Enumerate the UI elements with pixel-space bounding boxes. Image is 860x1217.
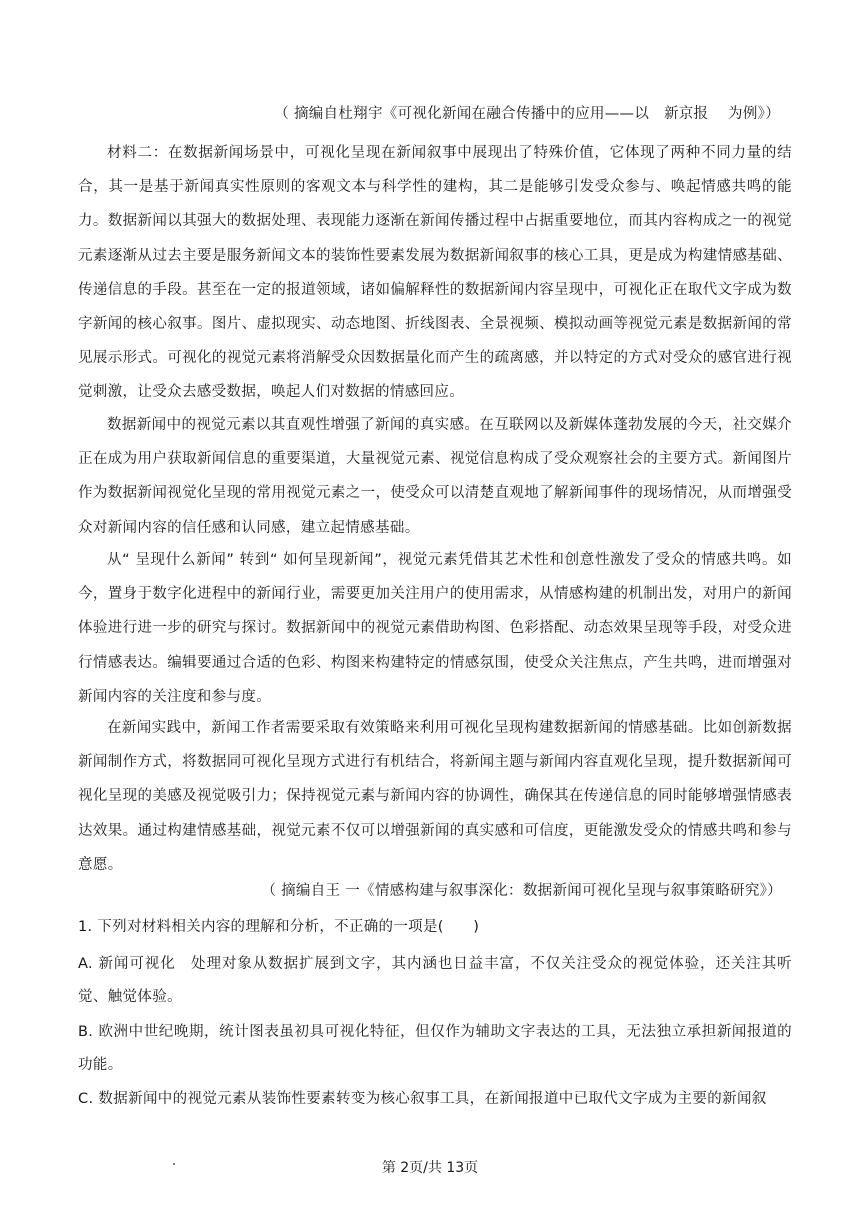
question-1-option-b: B. 欧洲中世纪晚期，统计图表虽初具可视化特征，但仅作为辅助文字表达的工具，无法独立承担新闻报道的功能。 xyxy=(78,1024,792,1073)
source-citation-2: （ 摘编自王 一《情感构建与叙事深化：数据新闻可视化呈现与叙事策略研究》） xyxy=(261,883,782,899)
material2-paragraph-4: 在新闻实践中，新闻工作者需要采取有效策略来利用可视化呈现构建数据新闻的情感基础。比如创新数据新闻制作方式，将数据同可视化呈现方式进行有机结合，将新闻主题与新闻内容直观化呈现，提升数据新闻可视化呈现的美感及视觉吸引力；保持视觉元素与新闻内容的协调性，确保其在传递信息的同时能够增强情感表达效果。通过构建情感基础，视觉元素不仅可以增强新闻的真实感和可信度，更能激发受众的情感共鸣和参与意愿。 xyxy=(78,720,792,873)
source-citation-1: （ 摘编自杜翔宇《可视化新闻在融合传播中的应用——以 新京报 为例》） xyxy=(274,106,780,122)
question-1-option-a: A. 新闻可视化 处理对象从数据扩展到文字，其内涵也日益丰富，不仅关注受众的视觉体验，还关注其听觉、触觉体验。 xyxy=(78,956,792,1005)
question-1-option-c: C. 数据新闻中的视觉元素从装饰性要素转变为核心叙事工具，在新闻报道中已取代文字成为主要的新闻叙 xyxy=(78,1091,767,1107)
material2-paragraph-2: 数据新闻中的视觉元素以其直观性增强了新闻的真实感。在互联网以及新媒体蓬勃发展的今天，社交媒介正在成为用户获取新闻信息的重要渠道，大量视觉元素、视觉信息构成了受众观察社会的主要方式。新闻图片作为数据新闻视觉化呈现的常用视觉元素之一，使受众可以清楚直观地了解新闻事件的现场情况，从而增强受众对新闻内容的信任感和认同感，建立起情感基础。 xyxy=(78,417,792,536)
question-1-title: 1. 下列对材料相关内容的理解和分析，不正确的一项是( ) xyxy=(78,919,480,935)
material2-paragraph-3: 从“ 呈现什么新闻” 转到“ 如何呈现新闻”，视觉元素凭借其艺术性和创意性激发了受众的情感共鸣。如今，置身于数字化进程中的新闻行业，需要更加关注用户的使用需求，从情感构建的机制出发，对用户的新闻体验进行进一步的研究与探讨。数据新闻中的视觉元素借助构图、色彩搭配、动态效果呈现等手段，对受众进行情感表达。编辑要通过合适的色彩、构图来构建特定的情感氛围，使受众关注焦点，产生共鸣，进而增强对新闻内容的关注度和参与度。 xyxy=(78,552,792,705)
page-number-footer: 第 2页/共 13页 xyxy=(381,1160,479,1176)
material2-paragraph-1: 材料二：在数据新闻场景中，可视化呈现在新闻叙事中展现出了特殊价值，它体现了两种不同力量的结合，其一是基于新闻真实性原则的客观文本与科学性的建构，其二是能够引发受众参与、唤起情感共鸣的能力。数据新闻以其强大的数据处理、表现能力逐渐在新闻传播过程中占据重要地位，而其内容构成之一的视觉元素逐渐从过去主要是服务新闻文本的装饰性要素发展为数据新闻叙事的核心工具，更是成为构建情感基础、传递信息的手段。甚至在一定的报道领域，诸如偏解释性的数据新闻内容呈现中，可视化正在取代文字成为数字新闻的核心叙事。图片、虚拟现实、动态地图、折线图表、全景视频、模拟动画等视觉元素是数据新闻的常见展示形式。可视化的视觉元素将消解受众因数据量化而产生的疏离感，并以特定的方式对受众的感官进行视觉刺激，让受众去感受数据，唤起人们对数据的情感回应。 xyxy=(78,145,792,401)
